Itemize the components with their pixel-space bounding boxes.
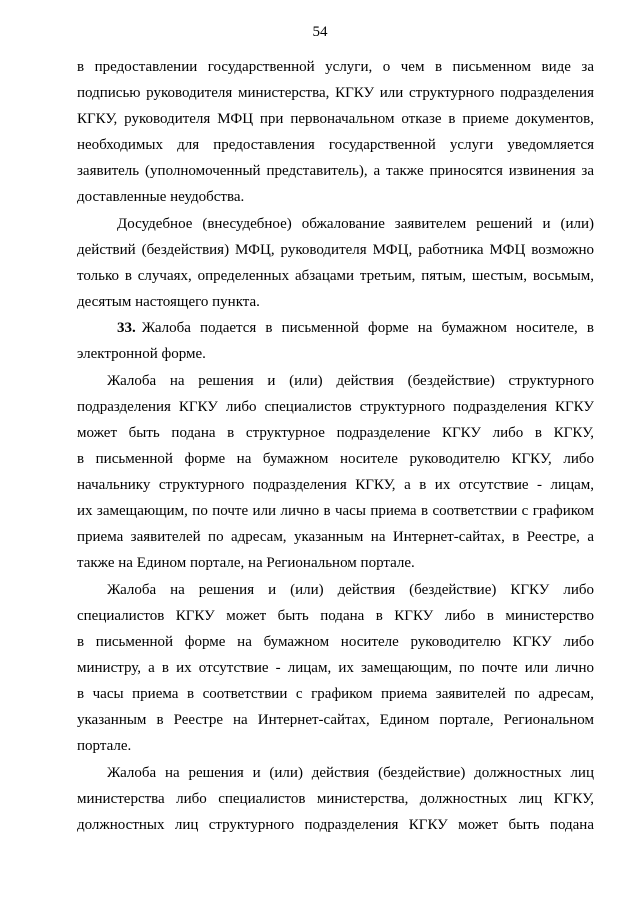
text-line: действий (бездействия) МФЦ, руководителя МФЦ, работника МФЦ возможно <box>77 242 594 258</box>
text-line: Досудебное (внесудебное) обжалование заявителем решений и (или) <box>117 216 594 232</box>
text-line: необходимых для предоставления государственной услуги уведомляется <box>77 137 594 153</box>
text-line: только в случаях, определенных абзацами третьим, пятым, шестым, восьмым, <box>77 268 594 284</box>
text-line: доставленные неудобства. <box>77 189 245 205</box>
text-line: специалистов КГКУ может быть подана в КГКУ либо в министерство <box>77 608 594 624</box>
text-line: может быть подана в структурное подразделение КГКУ либо в КГКУ, <box>77 425 594 441</box>
text-line: в часы приема в соответствии с графиком приема заявителей по адресам, <box>77 686 594 702</box>
text-line: Жалоба на решения и (или) действия (бездействие) структурного <box>107 373 594 389</box>
text-line: Жалоба на решения и (или) действия (бездействие) КГКУ либо <box>107 582 594 598</box>
text-line: министру, а в их отсутствие - лицам, их замещающим, по почте или лично <box>77 660 594 676</box>
text-line: подразделения КГКУ либо специалистов структурного подразделения КГКУ <box>77 399 594 415</box>
text-line: Жалоба подается в письменной форме на бумажном носителе, в <box>141 320 594 336</box>
text-line: КГКУ, руководителя МФЦ при первоначальном отказе в приеме документов, <box>77 111 594 127</box>
text-line: министерства либо специалистов министерства, должностных лиц КГКУ, <box>77 791 594 807</box>
text-line: Жалоба на решения и (или) действия (бездействие) должностных лиц <box>107 765 594 781</box>
text-line: в письменной форме на бумажном носителе руководителю КГКУ, либо <box>77 451 594 467</box>
text-line: портале. <box>77 738 132 754</box>
text-line: подписью руководителя министерства, КГКУ или структурного подразделения <box>77 85 594 101</box>
page-number: 54 <box>312 24 328 40</box>
item-33-first-line <box>117 318 594 338</box>
text-line: десятым настоящего пункта. <box>77 294 260 310</box>
text-line: должностных лиц структурного подразделения КГКУ может быть подана <box>77 817 594 833</box>
item-number: 33. <box>117 320 136 336</box>
text-line: приема заявителей по адресам, указанным на Интернет-сайтах, в Реестре, а <box>77 529 594 545</box>
text-line: начальнику структурного подразделения КГКУ, а в их отсутствие - лицам, <box>77 477 594 493</box>
text-line: в письменной форме на бумажном носителе руководителю КГКУ либо <box>77 634 594 650</box>
text-line: указанным в Реестре на Интернет-сайтах, Едином портале, Региональном <box>77 712 594 728</box>
text-line: также на Едином портале, на Региональном портале. <box>77 555 415 571</box>
text-line: заявитель (уполномоченный представитель), а также приносятся извинения за <box>77 163 594 179</box>
text-line: электронной форме. <box>77 346 206 362</box>
text-line: в предоставлении государственной услуги, о чем в письменном виде за <box>77 59 594 75</box>
text-line: их замещающим, по почте или лично в часы приема в соответствии с графиком <box>77 503 594 519</box>
